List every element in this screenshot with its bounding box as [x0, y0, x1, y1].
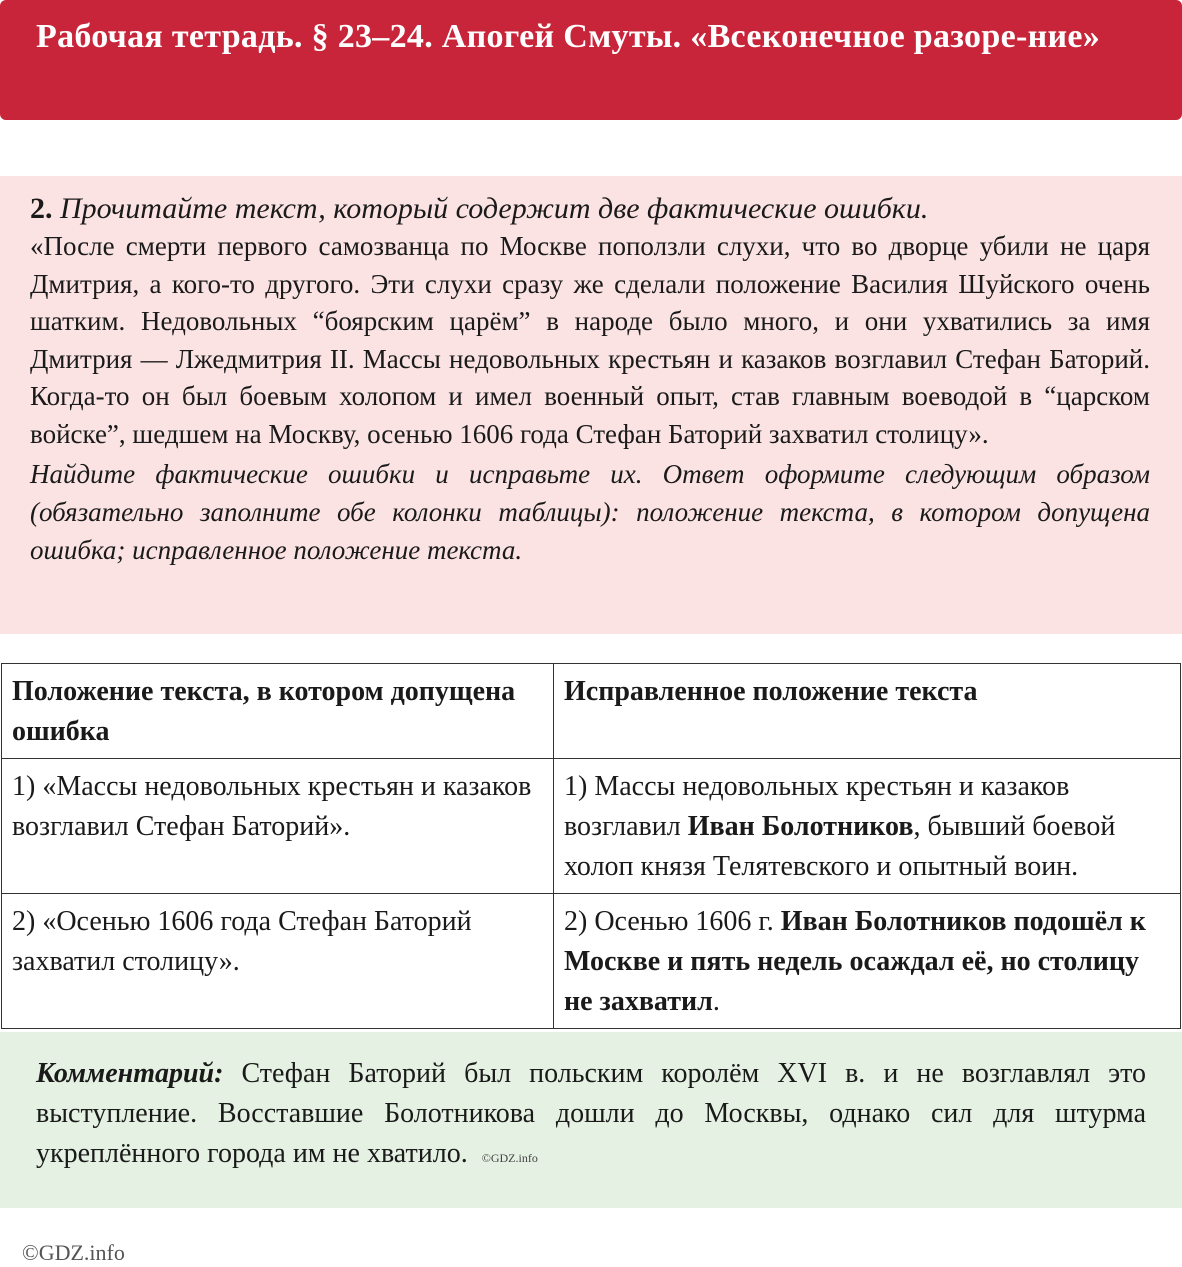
header-error: Положение текста, в котором допущена ошибка	[2, 664, 554, 759]
fix-cell	[554, 759, 1181, 894]
fix-highlight: Иван Болотников подошёл к Москве и пять недель осаждал её, но столицу не захватил	[564, 906, 1146, 1017]
comment-body: Стефан Баторий был польским королём XVI в. и не возглавлял это выступление. Восставшие Болотникова дошли до Москвы, однако сил для штурма укреплённого города им не хватило.	[36, 1058, 1146, 1169]
task-number: 2.	[30, 192, 53, 225]
table-row	[2, 759, 1181, 894]
header-fix: Исправленное положение текста	[554, 664, 1181, 759]
fix-cell	[554, 894, 1181, 1029]
table-header-row	[2, 664, 1181, 759]
task-text: «После смерти первого самозванца по Москве поползли слухи, что во дворце убили не царя Дмитрия, а кого-то другого. Эти слухи сразу же сделали положение Василия Шуйского очень шатким. Недовольных “боярским царём” в народе было много, и они ухватились за имя Дмитрия — Лжедмитрия II. Массы недовольных крестьян и казаков возглавил Стефан Баторий. Когда-то он был боевым холопом и имел военный опыт, став главным воеводой в “царском войске”, шедшем на Москву, осенью 1606 года Стефан Баторий захватил столицу».	[30, 231, 1150, 449]
comment-label: Комментарий:	[36, 1058, 224, 1089]
fix-text: , бывший боевой холоп князя Телятевского и опытный воин.	[564, 811, 1116, 882]
header-banner	[0, 0, 1182, 120]
fix-text: 1) Массы недовольных крестьян и казаков возглавил	[564, 771, 1070, 842]
answer-table	[1, 663, 1181, 1029]
watermark-small: ©GDZ.info	[481, 1151, 538, 1165]
task-box	[0, 176, 1182, 634]
fix-text: 2) Осенью 1606 г.	[564, 906, 781, 937]
task-instruction: Найдите фактические ошибки и исправьте их. Ответ оформите следующим образом (обязательно заполните обе колонки таблицы): положение текста, в котором допущена ошибка; исправленное положение текста.	[30, 459, 1150, 565]
task-title	[30, 190, 1150, 228]
fix-text: .	[712, 986, 720, 1017]
table-row	[2, 894, 1181, 1029]
error-cell: 1) «Массы недовольных крестьян и казаков возглавил Стефан Баторий».	[2, 759, 554, 894]
fix-highlight: Иван Болотников	[687, 811, 914, 842]
page-title: Рабочая тетрадь. § 23–24. Апогей Смуты. «Всеконечное разоре-ние»	[36, 18, 1101, 55]
comment-box	[0, 1032, 1182, 1208]
footer-watermark: ©GDZ.info	[22, 1240, 125, 1265]
comment-text	[36, 1054, 1146, 1178]
task-title-text: Прочитайте текст, который содержит две фактические ошибки.	[60, 192, 929, 225]
error-cell: 2) «Осенью 1606 года Стефан Баторий захватил столицу».	[2, 894, 554, 1029]
